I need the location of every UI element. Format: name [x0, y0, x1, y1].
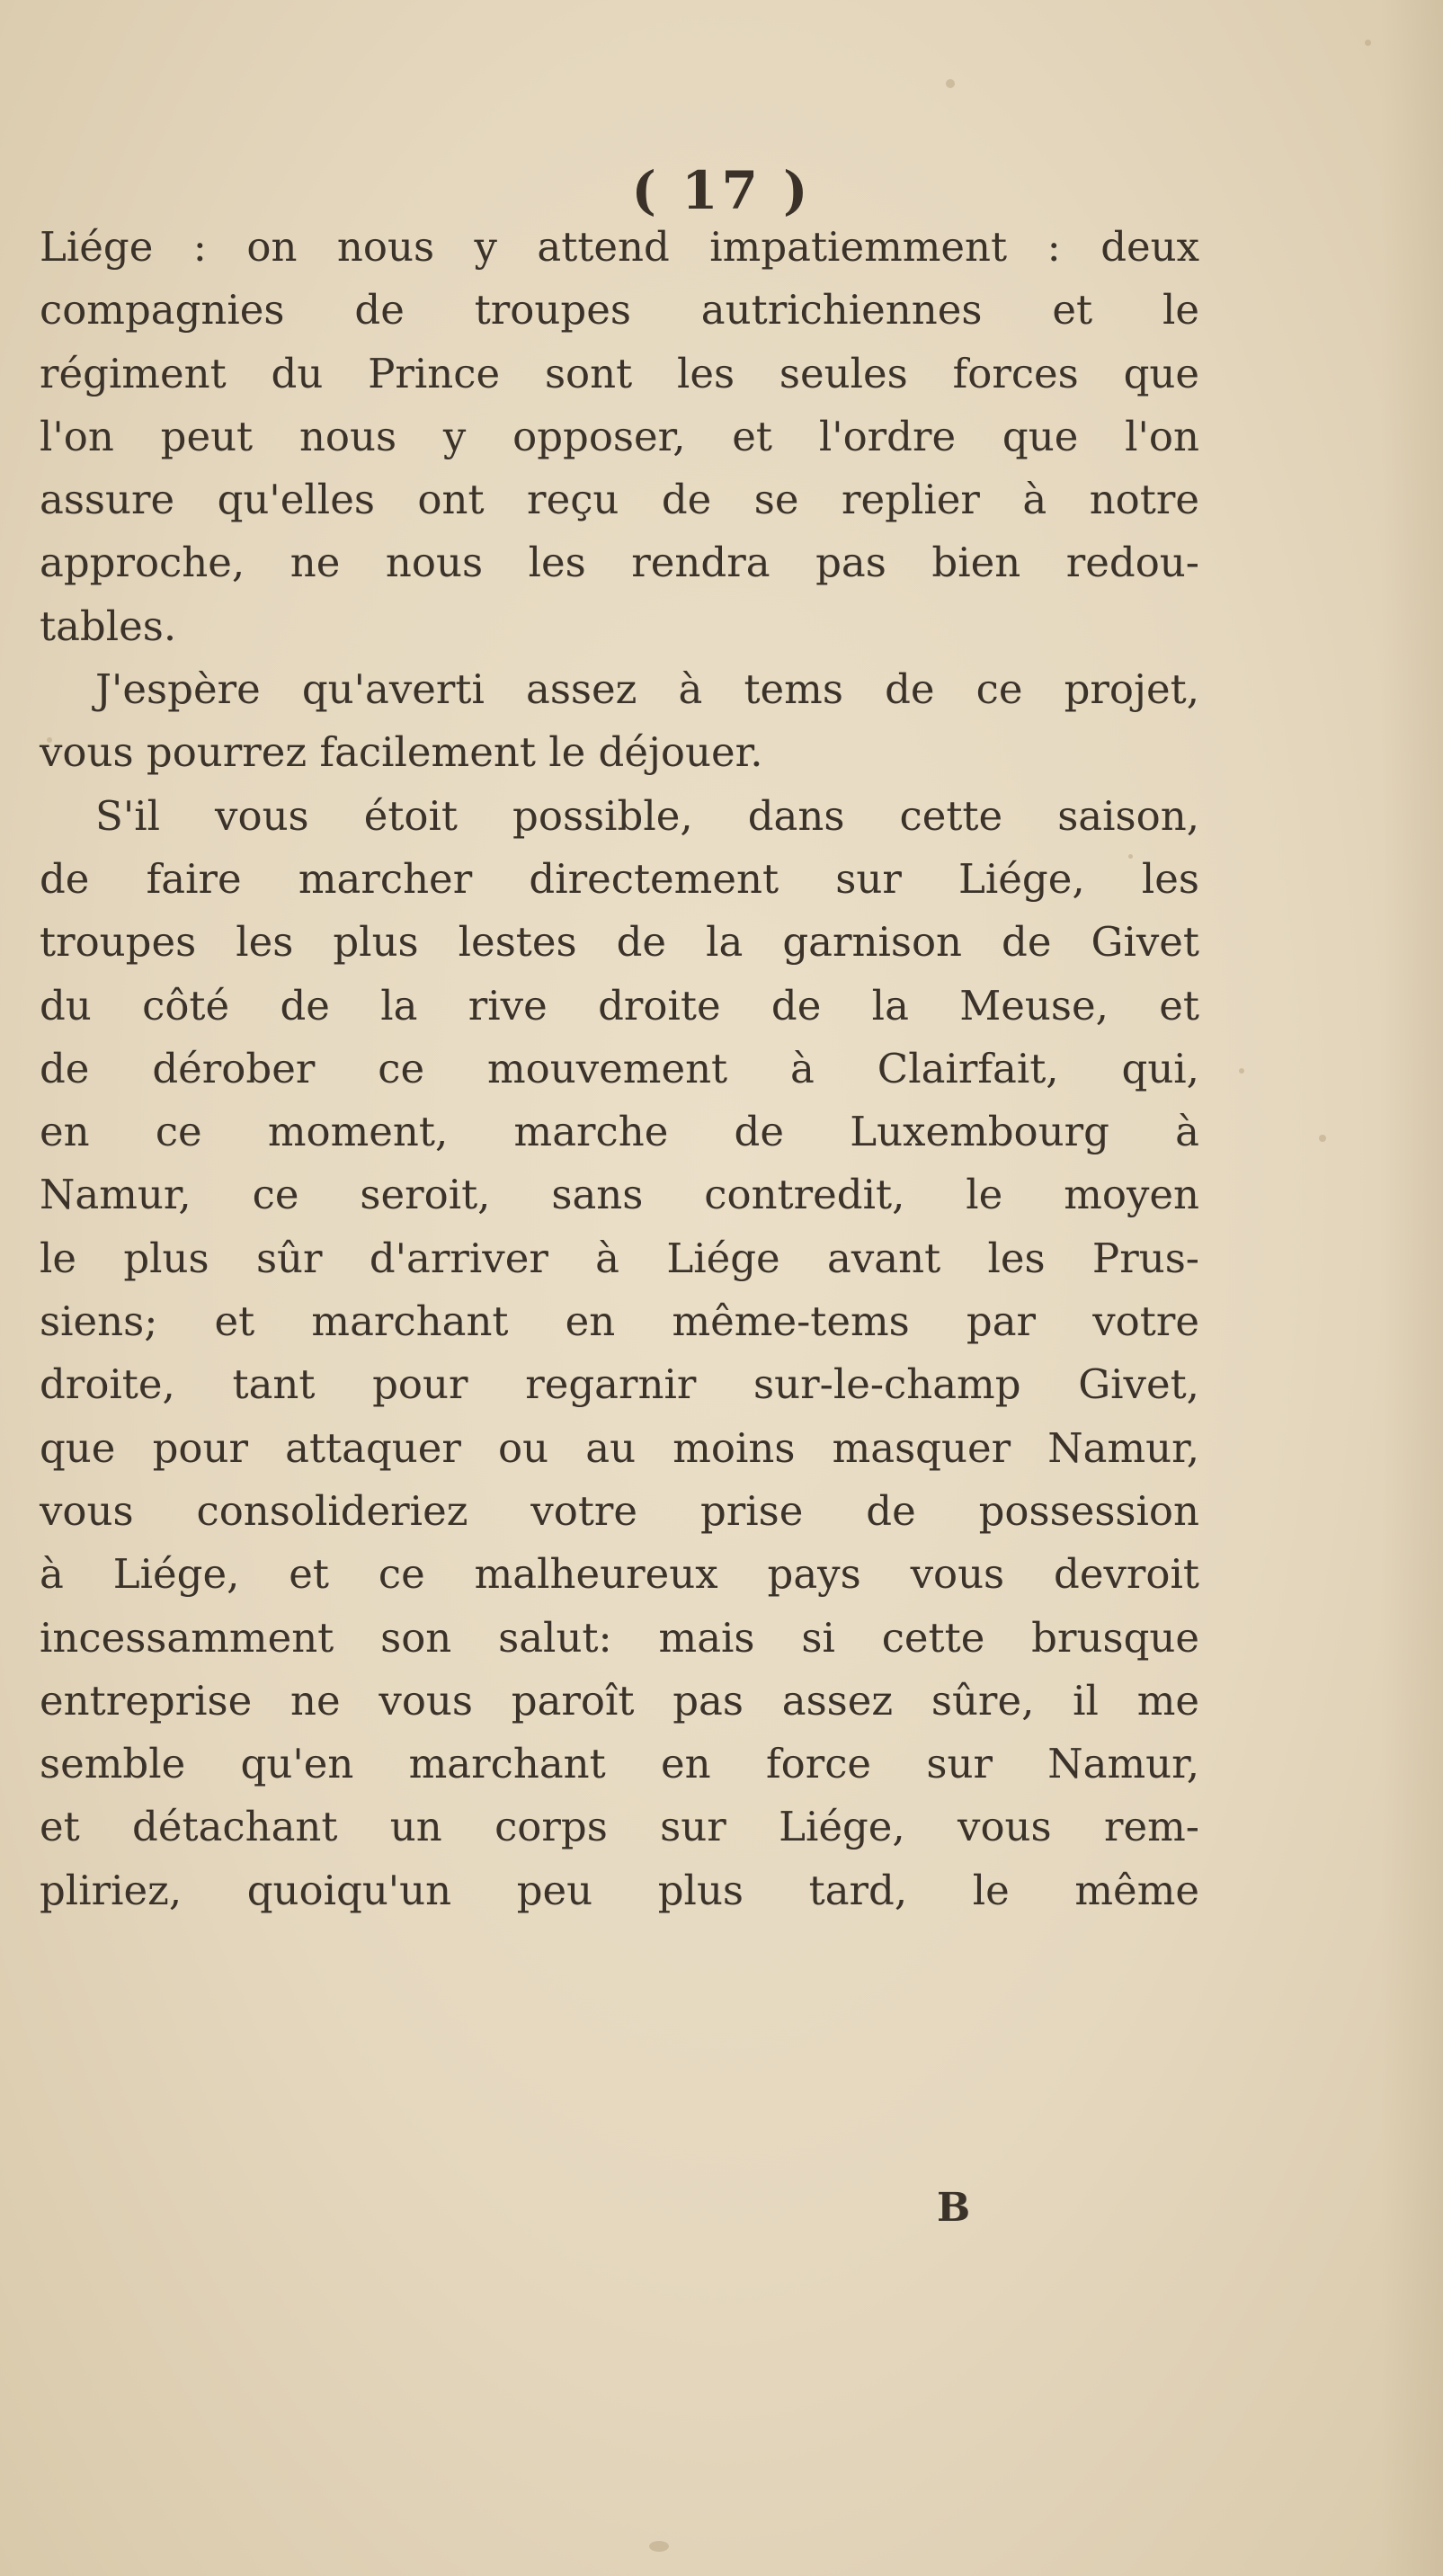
page-edge-shadow [1380, 0, 1443, 2576]
text-line: troupes les plus lestes de la garnison de Givet [40, 918, 1199, 967]
text-line: que pour attaquer ou au moins masquer Namur, [40, 1423, 1199, 1472]
text-line: assure qu'elles ont reçu de se replier à notre [40, 476, 1199, 524]
text-line: S'il vous étoit possible, dans cette saison, [95, 791, 1199, 840]
paper-speck [1365, 40, 1371, 46]
text-line: à Liége, et ce malheureux pays vous devroit [40, 1550, 1199, 1599]
text-line: l'on peut nous y opposer, et l'ordre que l'on [40, 412, 1199, 460]
text-line: tables. [40, 602, 177, 650]
text-line: Namur, ce seroit, sans contredit, le moyen [40, 1171, 1199, 1219]
text-line: siens; et marchant en même-tems par votre [40, 1297, 1199, 1346]
text-line: le plus sûr d'arriver à Liége avant les Prus- [40, 1234, 1199, 1282]
paper-speck [1319, 1135, 1326, 1142]
text-line: vous consolideriez votre prise de possession [40, 1486, 1199, 1535]
text-line: et détachant un corps sur Liége, vous rem- [40, 1803, 1199, 1851]
paper-speck [1239, 1068, 1244, 1074]
text-line: régiment du Prince sont les seules forces que [40, 349, 1199, 397]
text-line: du côté de la rive droite de la Meuse, et [40, 981, 1199, 1030]
text-line: de dérober ce mouvement à Clairfait, qui, [40, 1044, 1199, 1092]
text-line: de faire marcher directement sur Liége, les [40, 854, 1199, 903]
paper-speck [649, 2541, 669, 2552]
text-line: semble qu'en marchant en force sur Namur, [40, 1740, 1199, 1788]
text-line: entreprise ne vous paroît pas assez sûre, il me [40, 1676, 1199, 1725]
signature-mark: B [937, 2185, 971, 2231]
text-line: Liége : on nous y attend impatiemment : deux [40, 223, 1199, 271]
text-line: approche, ne nous les rendra pas bien redou- [40, 539, 1199, 587]
page-number: ( 17 ) [631, 160, 812, 221]
paper-speck [946, 79, 955, 88]
text-line: pliriez, quoiqu'un peu plus tard, le même [40, 1866, 1199, 1914]
text-line: compagnies de troupes autrichiennes et le [40, 286, 1199, 334]
text-line: J'espère qu'averti assez à tems de ce projet, [95, 665, 1199, 714]
text-line: vous pourrez facilement le déjouer. [40, 728, 763, 777]
text-line: incessamment son salut: mais si cette brusque [40, 1613, 1199, 1662]
text-line: droite, tant pour regarnir sur-le-champ Givet, [40, 1360, 1199, 1409]
body-text [40, 216, 1199, 1922]
text-line: en ce moment, marche de Luxembourg à [40, 1108, 1199, 1156]
